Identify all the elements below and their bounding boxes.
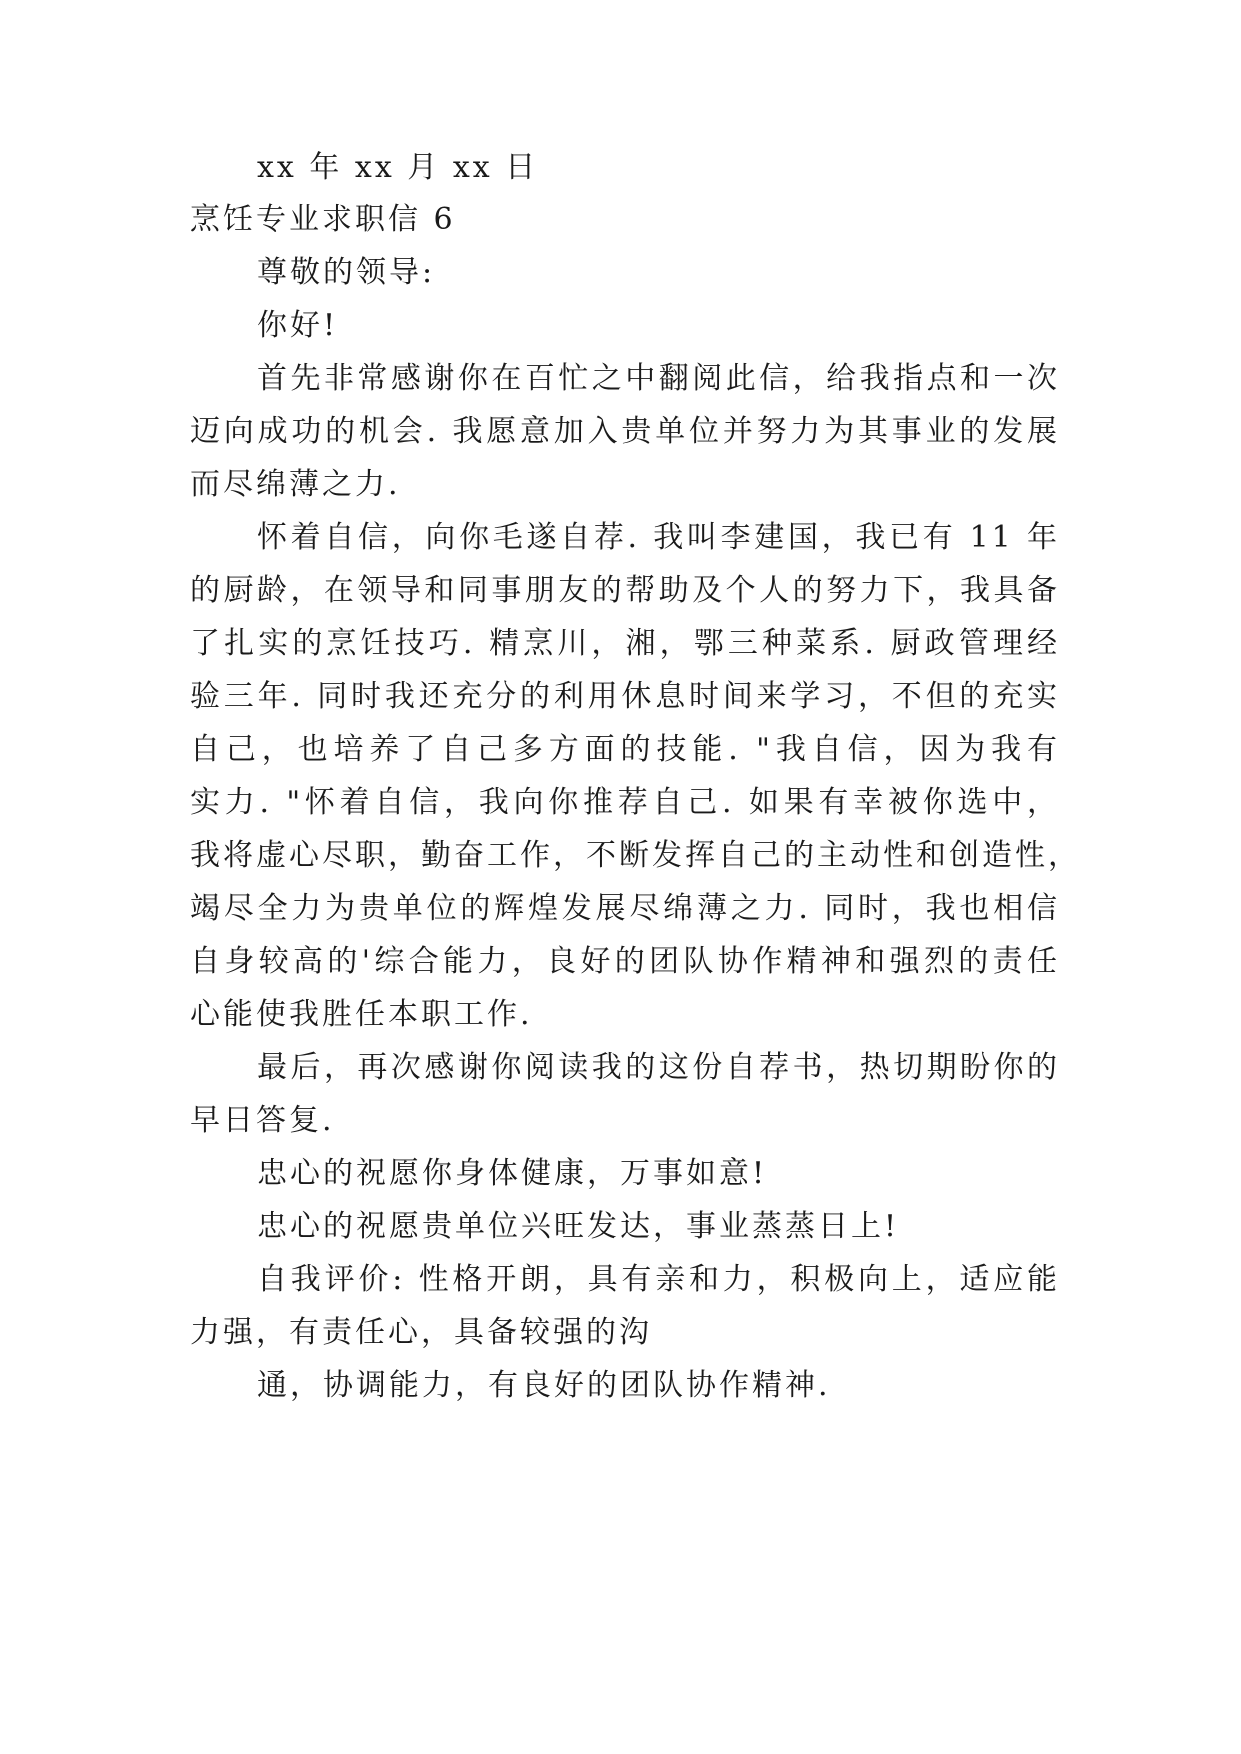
- paragraph-2-line-4: 验三年. 同时我还充分的利用休息时间来学习，不但的充实: [190, 679, 1060, 714]
- greeting: 你好!: [257, 308, 339, 343]
- self-eval-line-2: 力强，有责任心，具备较强的沟: [190, 1315, 652, 1350]
- paragraph-2-line-6: 实力. "怀着自信，我向你推荐自己. 如果有幸被你选中，: [190, 785, 1060, 820]
- self-eval-line-1: 自我评价: 性格开朗，具有亲和力，积极向上，适应能: [257, 1262, 1060, 1297]
- closing-line: 通，协调能力，有良好的团队协作精神.: [257, 1368, 831, 1403]
- paragraph-2-line-5: 自己，也培养了自己多方面的技能. "我自信，因为我有: [190, 732, 1060, 767]
- paragraph-2-line-10: 心能使我胜任本职工作.: [190, 997, 533, 1032]
- paragraph-1-line-1: 首先非常感谢你在百忙之中翻阅此信，给我指点和一次: [257, 361, 1060, 396]
- paragraph-3-line-1: 最后，再次感谢你阅读我的这份自荐书，热切期盼你的: [257, 1050, 1060, 1085]
- paragraph-2-line-3: 了扎实的烹饪技巧. 精烹川，湘，鄂三种菜系. 厨政管理经: [190, 626, 1060, 661]
- date-line: xx 年 xx 月 xx 日: [257, 150, 539, 185]
- letter-title: 烹饪专业求职信 6: [190, 202, 456, 237]
- paragraph-2-line-8: 竭尽全力为贵单位的辉煌发展尽绵薄之力. 同时，我也相信: [190, 891, 1060, 926]
- paragraph-3-line-2: 早日答复.: [190, 1103, 335, 1138]
- salutation: 尊敬的领导:: [257, 255, 436, 290]
- paragraph-2-line-1: 怀着自信，向你毛遂自荐. 我叫李建国，我已有 11 年: [257, 520, 1060, 555]
- paragraph-1-line-3: 而尽绵薄之力.: [190, 467, 401, 502]
- paragraph-2-line-7: 我将虚心尽职，勤奋工作，不断发挥自己的主动性和创造性，: [190, 838, 1081, 873]
- paragraph-2-line-2: 的厨龄，在领导和同事朋友的帮助及个人的努力下，我具备: [190, 573, 1060, 608]
- wish-line-1: 忠心的祝愿你身体健康，万事如意!: [257, 1156, 768, 1191]
- paragraph-2-line-9: 自身较高的'综合能力，良好的团队协作精神和强烈的责任: [190, 944, 1060, 979]
- wish-line-2: 忠心的祝愿贵单位兴旺发达，事业蒸蒸日上!: [257, 1209, 900, 1244]
- paragraph-1-line-2: 迈向成功的机会. 我愿意加入贵单位并努力为其事业的发展: [190, 414, 1060, 449]
